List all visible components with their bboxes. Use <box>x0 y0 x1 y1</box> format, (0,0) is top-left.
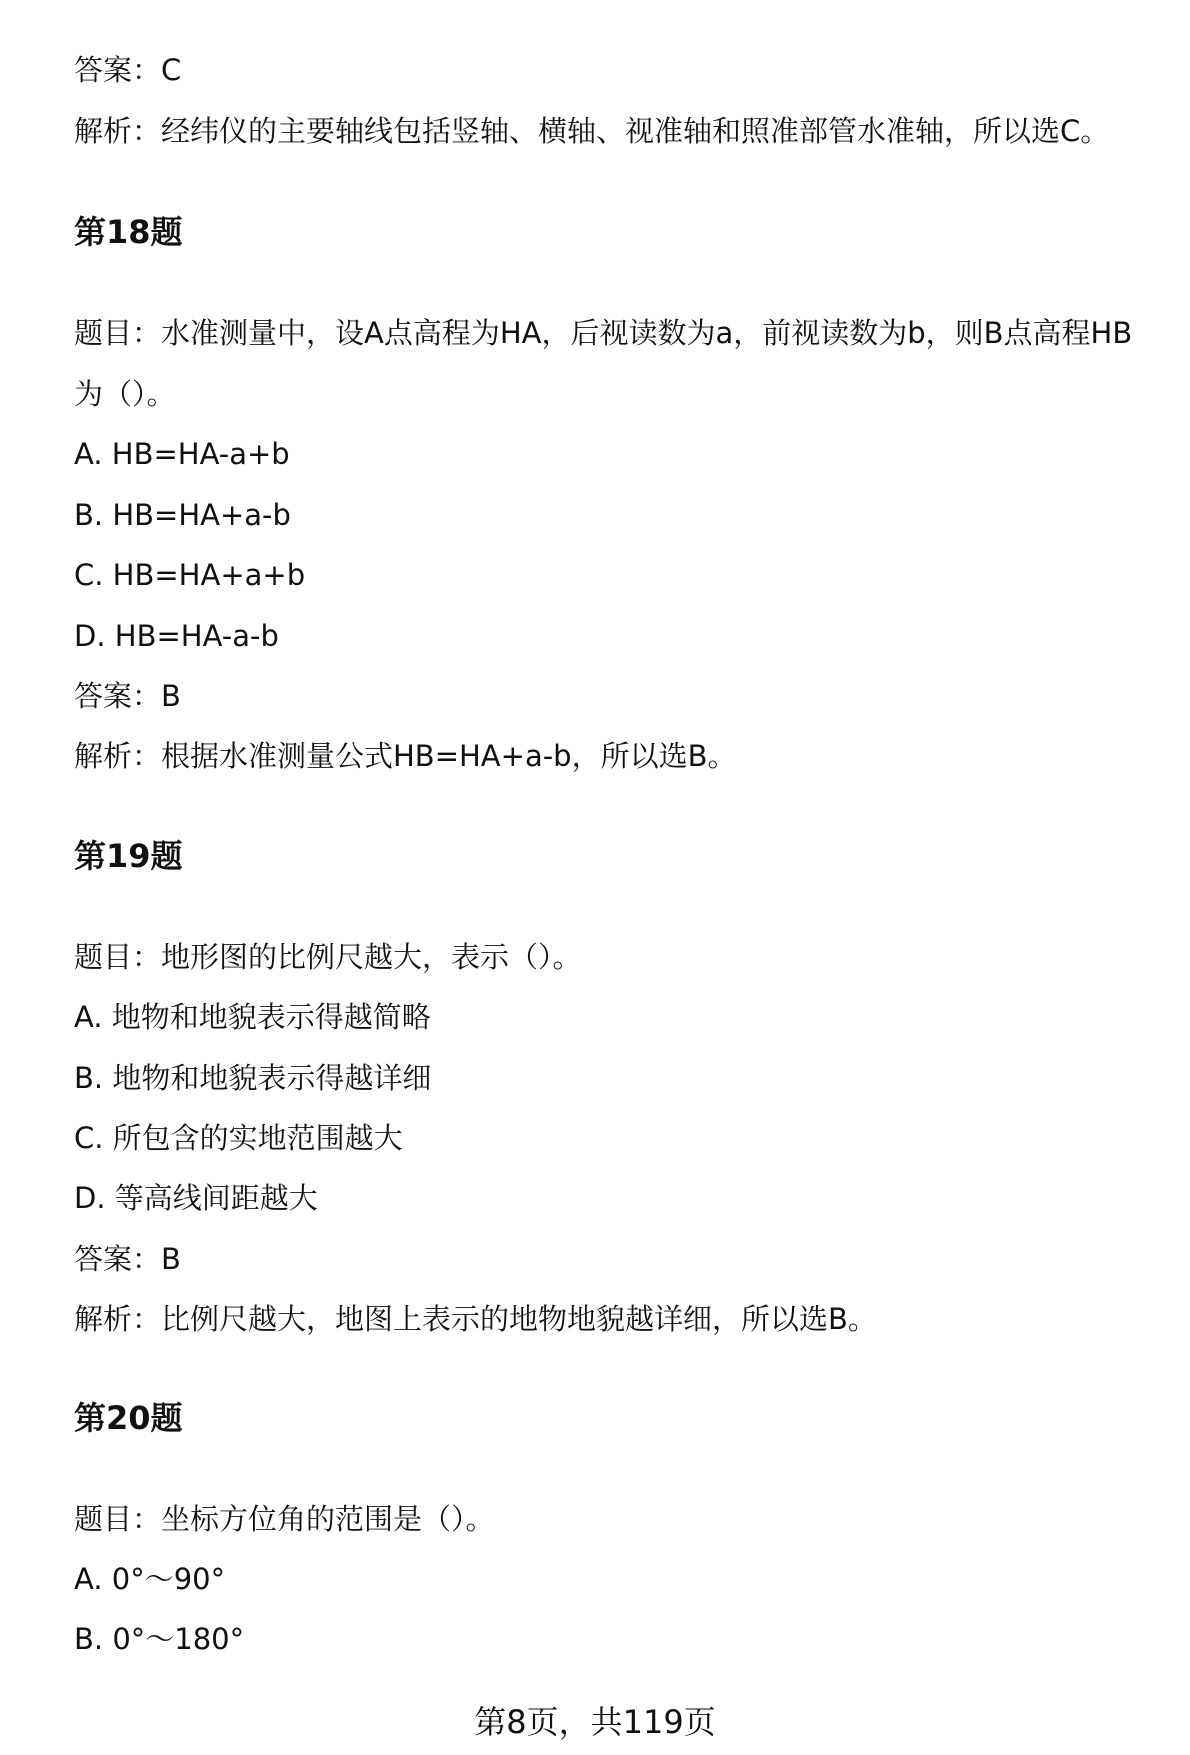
q19-analysis: 解析：比例尺越大，地图上表示的地物地貌越详细，所以选B。 <box>74 1302 877 1336</box>
q18-analysis: 解析：根据水准测量公式HB=HA+a-b，所以选B。 <box>74 739 737 773</box>
q20-option-a: A. 0°～90° <box>74 1562 226 1596</box>
q19-question: 题目：地形图的比例尺越大，表示（）。 <box>74 940 582 974</box>
q18-answer: 答案：B <box>74 679 181 713</box>
page-number-footer: 第8页，共119页 <box>474 1703 716 1741</box>
q18-option-b: B. HB=HA+a-b <box>74 498 291 532</box>
q18-question-line1: 题目：水准测量中，设A点高程为HA，后视读数为a，前视读数为b，则B点高程HB <box>74 316 1133 350</box>
q20-heading: 第20题 <box>74 1399 183 1437</box>
q20-question: 题目：坐标方位角的范围是（）。 <box>74 1502 495 1536</box>
q18-option-c: C. HB=HA+a+b <box>74 558 306 592</box>
q19-answer: 答案：B <box>74 1242 181 1276</box>
q19-option-c: C. 所包含的实地范围越大 <box>74 1121 403 1155</box>
q18-heading: 第18题 <box>74 213 183 251</box>
q17-analysis: 解析：经纬仪的主要轴线包括竖轴、横轴、视准轴和照准部管水准轴，所以选C。 <box>74 114 1110 148</box>
q18-option-a: A. HB=HA-a+b <box>74 437 290 471</box>
q20-option-b: B. 0°～180° <box>74 1622 245 1656</box>
q19-option-b: B. 地物和地貌表示得越详细 <box>74 1061 432 1095</box>
q19-option-a: A. 地物和地貌表示得越简略 <box>74 1000 431 1034</box>
q19-option-d: D. 等高线间距越大 <box>74 1181 318 1215</box>
q18-option-d: D. HB=HA-a-b <box>74 619 279 653</box>
q19-heading: 第19题 <box>74 837 183 875</box>
q17-answer: 答案：C <box>74 53 182 87</box>
q18-question-line2: 为（）。 <box>74 377 176 411</box>
